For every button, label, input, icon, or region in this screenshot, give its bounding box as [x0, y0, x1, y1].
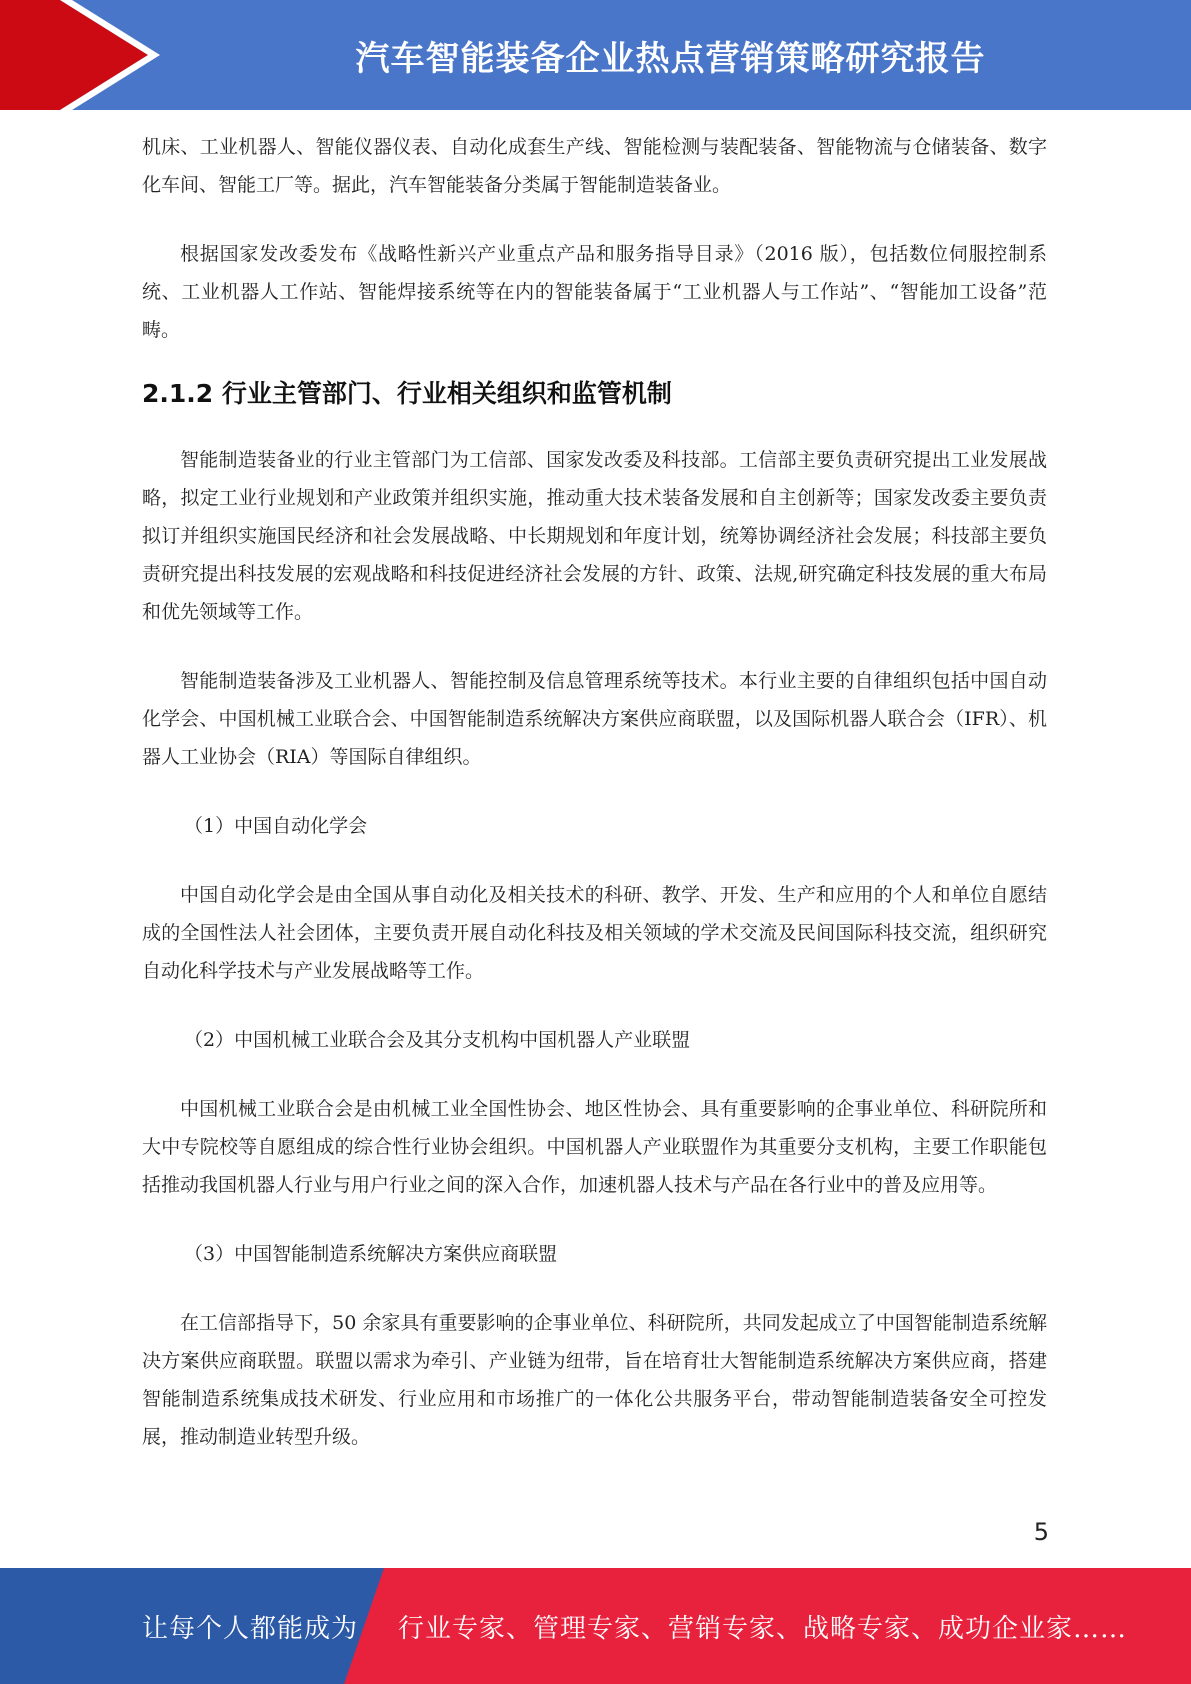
paragraph-organizations: 智能制造装备涉及工业机器人、智能控制及信息管理系统等技术。本行业主要的自律组织包括中国自动化学会、中国机械工业联合会、中国智能制造系统解决方案供应商联盟，以及国际机器人联合会（IFR）、机器人工业协会（RIA）等国际自律组织。: [142, 670, 1047, 768]
page-number: 5: [1033, 1518, 1049, 1546]
footer-slogan-left: 让每个人都能成为: [142, 1613, 359, 1644]
subheading-automation-society: （1）中国自动化学会: [184, 815, 368, 837]
header-banner: [0, 0, 1191, 110]
paragraph-automation-society: 中国自动化学会是由全国从事自动化及相关技术的科研、教学、开发、生产和应用的个人和单位自愿结成的全国性法人社会团体，主要负责开展自动化科技及相关领域的学术交流及民间国际科技交流，组织研究自动化科学技术与产业发展战略等工作。: [142, 884, 1047, 982]
paragraph-catalog: 根据国家发改委发布《战略性新兴产业重点产品和服务指导目录》（2016 版），包括数位伺服控制系统、工业机器人工作站、智能焊接系统等在内的智能装备属于“工业机器人与工作站”、“智能加工设备”范畴。: [142, 243, 1047, 341]
paragraph-machinery-federation: 中国机械工业联合会是由机械工业全国性协会、地区性协会、具有重要影响的企事业单位、科研院所和大中专院校等自愿组成的综合性行业协会组织。中国机器人产业联盟作为其重要分支机构，主要工作职能包括推动我国机器人行业与用户行业之间的深入合作，加速机器人技术与产品在各行业中的普及应用等。: [142, 1098, 1047, 1196]
footer-slogan-right: 行业专家、管理专家、营销专家、战略专家、成功企业家……: [398, 1613, 1128, 1644]
document-body: [142, 128, 1047, 1456]
paragraph-authorities: 智能制造装备业的行业主管部门为工信部、国家发改委及科技部。工信部主要负责研究提出工业发展战略，拟定工业行业规划和产业政策并组织实施，推动重大技术装备发展和自主创新等；国家发改委主要负责拟订并组织实施国民经济和社会发展战略、中长期规划和年度计划，统筹协调经济社会发展；科技部主要负责研究提出科技发展的宏观战略和科技促进经济社会发展的方针、政策、法规,研究确定科技发展的重大布局和优先领域等工作。: [142, 449, 1047, 623]
section-heading: 2.1.2 行业主管部门、行业相关组织和监管机制: [142, 379, 672, 408]
paragraph-continuation: 机床、工业机器人、智能仪器仪表、自动化成套生产线、智能检测与装配装备、智能物流与仓储装备、数字化车间、智能工厂等。据此，汽车智能装备分类属于智能制造装备业。: [142, 136, 1047, 196]
header-red-arrow: [0, 0, 148, 110]
document-title: 汽车智能装备企业热点营销策略研究报告: [355, 38, 986, 79]
subheading-machinery-federation: （2）中国机械工业联合会及其分支机构中国机器人产业联盟: [184, 1029, 691, 1051]
paragraph-solution-alliance: 在工信部指导下，50 余家具有重要影响的企事业单位、科研院所，共同发起成立了中国智能制造系统解决方案供应商联盟。联盟以需求为牵引、产业链为纽带，旨在培育壮大智能制造系统解决方案供应商，搭建智能制造系统集成技术研发、行业应用和市场推广的一体化公共服务平台，带动智能制造装备安全可控发展，推动制造业转型升级。: [142, 1312, 1047, 1448]
footer-banner: [0, 1568, 1191, 1684]
subheading-solution-alliance: （3）中国智能制造系统解决方案供应商联盟: [184, 1243, 558, 1265]
